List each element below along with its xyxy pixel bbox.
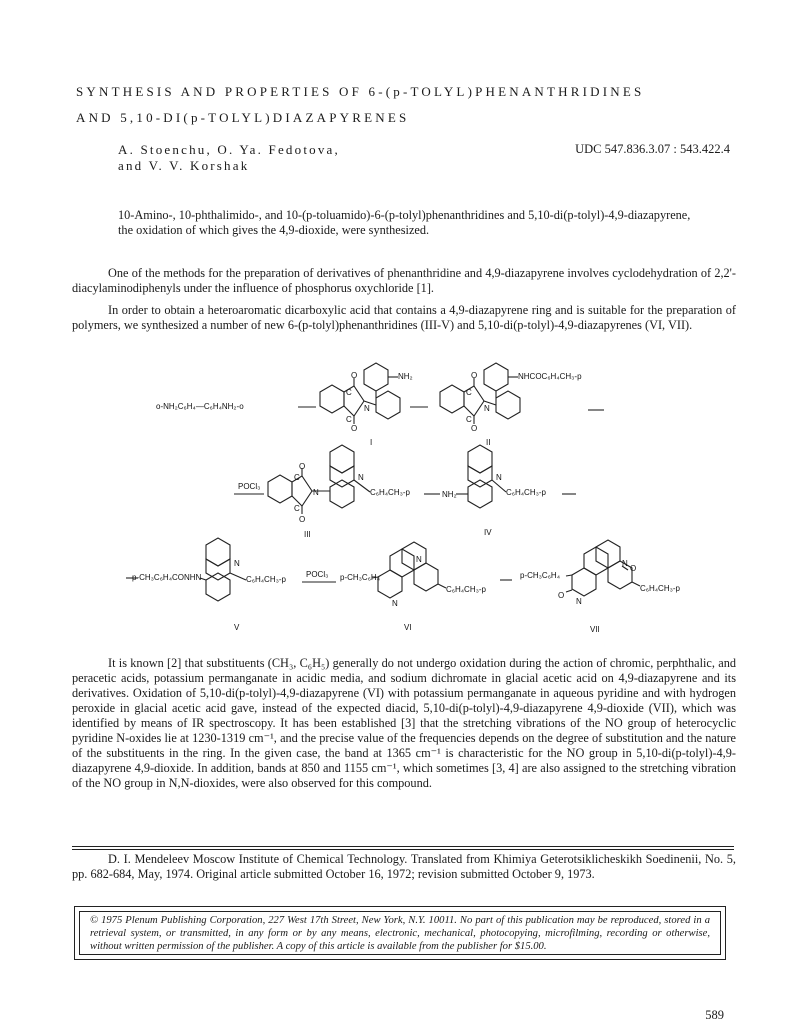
authors bbox=[118, 142, 340, 174]
svg-text:C₆H₄CH₃-p: C₆H₄CH₃-p bbox=[370, 488, 410, 497]
footnote-rule bbox=[72, 846, 734, 847]
label-compound-iii: III bbox=[304, 530, 311, 539]
footnote-text: D. I. Mendeleev Moscow Institute of Chemical Technology. Translated from Khimiya Geterotsiklicheskikh Soedinenii, No. 5, pp. 682-684, May, 1974. Original article submitted October 16, 1972; revision submitted October 9, 1973. bbox=[72, 852, 736, 881]
svg-text:p-CH₃C₆H₄: p-CH₃C₆H₄ bbox=[340, 573, 380, 582]
authors-line-2: and V. V. Korshak bbox=[118, 158, 250, 173]
compound-vii-ring-d bbox=[608, 561, 632, 589]
discussion-text bbox=[72, 656, 736, 791]
svg-text:N: N bbox=[392, 599, 398, 608]
svg-text:C: C bbox=[466, 415, 472, 424]
svg-text:C: C bbox=[466, 388, 472, 397]
discussion-paragraph: It is known [2] that substituents (CH₃, C₆H₅) generally do not undergo oxidation during the action of chromic, perphthalic, and peracetic acids, potassium permanganate in acidic media, and sodium dichromate in glacial acetic acid on 4,9-diazapyrene and its derivatives. Oxidation of 5,10-di(p-tolyl)-4,9-diazapyrene (VI) with potassium permanganate in aqueous pyridine and with hydrogen peroxide in glacial acetic acid gave, instead of the expected diacid, 5,10-di(p-tolyl)-4,9-diazapyrene 4,9-dioxide (VII), which was identified by means of IR spectroscopy. It has been established [3] that the stretching vibrations of the NO group of heterocyclic pyridine N-oxides lie at 1230-1319 cm⁻¹, and the precise value of the frequencies depends on the degree of substitution and the nature of the substituents in the ring. In the given case, the band at 1365 cm⁻¹ is characteristic for the NO group in 5,10-di(p-tolyl)-4,9-diazapyrene 4,9-dioxide. In addition, bands at 850 and 1155 cm⁻¹, which sometimes [3, 4] are also assigned to the stretching vibration of the NO group in N,N-dioxides, were also observed for this compound. bbox=[72, 656, 736, 790]
svg-text:O: O bbox=[471, 424, 478, 433]
abstract: 10-Amino-, 10-phthalimido-, and 10-(p-toluamido)-6-(p-tolyl)phenanthridines and 5,10-di(p-tolyl)-4,9-diazapyrene, the oxidation of which gives the 4,9-dioxide, were synthesized. bbox=[118, 208, 691, 237]
label-compound-ii: II bbox=[486, 438, 491, 447]
svg-text:p-CH₃C₆H₄: p-CH₃C₆H₄ bbox=[520, 571, 560, 580]
svg-text:C₆H₄CH₃-p: C₆H₄CH₃-p bbox=[246, 575, 286, 584]
svg-text:p-CH₃C₆H₄CONHN: p-CH₃C₆H₄CONHN bbox=[132, 573, 202, 582]
compound-vi-ring-d bbox=[414, 563, 438, 591]
compound-i-benzo-ring bbox=[320, 385, 344, 413]
intro-paragraph-1: One of the methods for the preparation of derivatives of phenanthridine and 4,9-diazapyrene involves cyclodehydration of 2,2'-diacylaminodiphenyls under the influence of phosphorus oxychloride [1]. bbox=[72, 266, 736, 295]
compound-vi-ring-c bbox=[378, 570, 402, 598]
compound-iv-upper-ring bbox=[468, 445, 492, 473]
compound-vii-ring-c bbox=[572, 568, 596, 596]
svg-text:NH₂: NH₂ bbox=[398, 372, 413, 381]
svg-text:C: C bbox=[294, 504, 300, 513]
compound-i-upper-ring bbox=[364, 363, 388, 391]
copyright-text: © 1975 Plenum Publishing Corporation, 227 West 17th Street, New York, N.Y. 10011. No part of this publication may be reproduced, stored in a retrieval system, or transmitted, in any form or by any means, electronic, mechanical, photocopying, microfilming, recording or otherwise, without written permission of the publisher. A copy of this article is available from the publisher for $15.00. bbox=[79, 911, 721, 955]
svg-text:NH₂: NH₂ bbox=[442, 490, 457, 499]
footnote-rule-2 bbox=[72, 849, 734, 850]
compound-ii-upper-ring bbox=[484, 363, 508, 391]
label-compound-i: I bbox=[370, 438, 373, 447]
svg-text:O: O bbox=[558, 591, 565, 600]
svg-text:C₆H₄CH₃-p: C₆H₄CH₃-p bbox=[506, 488, 546, 497]
svg-text:C₆H₄CH₃-p: C₆H₄CH₃-p bbox=[640, 584, 680, 593]
authors-line-1: A. Stoenchu, O. Ya. Fedotova, bbox=[118, 142, 340, 157]
svg-text:O: O bbox=[299, 515, 306, 524]
article-title-line-2: AND 5,10-DI(p-TOLYL)DIAZAPYRENES bbox=[76, 110, 410, 125]
compound-v-upper-ring bbox=[206, 538, 230, 566]
starting-material-label: o-NH₂C₆H₄—C₆H₄NH₂-o bbox=[156, 402, 244, 411]
reaction-scheme bbox=[0, 360, 796, 640]
label-compound-vi: VI bbox=[404, 623, 412, 632]
label-compound-vii: VII bbox=[590, 625, 600, 634]
svg-text:N: N bbox=[234, 559, 240, 568]
intro-text bbox=[72, 266, 736, 340]
page-number: 589 bbox=[705, 1008, 724, 1022]
compound-ii-lower-ring bbox=[496, 391, 520, 419]
compound-ii-benzo-ring bbox=[440, 385, 464, 413]
reagent-pocl3-1: POCl₃ bbox=[238, 482, 261, 491]
intro-paragraph-2: In order to obtain a heteroaromatic dicarboxylic acid that contains a 4,9-diazapyrene ring and is suitable for the preparation of polymers, we synthesized a number of new 6-(p-tolyl)phenanthridines (III-V) and 5,10-di(p-tolyl)-4,9-diazapyrenes (VI, VII). bbox=[72, 303, 736, 332]
svg-text:C: C bbox=[346, 388, 352, 397]
compound-i-lower-ring bbox=[376, 391, 400, 419]
svg-text:N: N bbox=[358, 473, 364, 482]
label-compound-v: V bbox=[234, 623, 240, 632]
svg-text:C: C bbox=[294, 473, 300, 482]
svg-text:C₆H₄CH₃-p: C₆H₄CH₃-p bbox=[446, 585, 486, 594]
copyright-box bbox=[74, 906, 726, 960]
svg-text:N: N bbox=[576, 597, 582, 606]
udc-code: UDC 547.836.3.07 : 543.422.4 bbox=[575, 142, 730, 156]
svg-text:O: O bbox=[351, 371, 358, 380]
svg-text:N: N bbox=[364, 404, 370, 413]
label-compound-iv: IV bbox=[484, 528, 492, 537]
svg-text:N: N bbox=[313, 488, 319, 497]
svg-text:O: O bbox=[351, 424, 358, 433]
article-title-line-1: SYNTHESIS AND PROPERTIES OF 6-(p-TOLYL)PHENANTHRIDINES bbox=[76, 84, 645, 99]
svg-text:O: O bbox=[471, 371, 478, 380]
svg-text:C: C bbox=[346, 415, 352, 424]
footnote bbox=[72, 852, 736, 882]
compound-iii-benzo-ring bbox=[268, 475, 292, 503]
svg-text:NHCOC₆H₄CH₃-p: NHCOC₆H₄CH₃-p bbox=[518, 372, 582, 381]
svg-text:O: O bbox=[299, 462, 306, 471]
compound-iii-upper-ring bbox=[330, 445, 354, 473]
reagent-pocl3-2: POCl₃ bbox=[306, 570, 329, 579]
svg-text:N: N bbox=[622, 559, 628, 568]
svg-text:O: O bbox=[630, 564, 637, 573]
svg-text:N: N bbox=[496, 473, 502, 482]
svg-text:N: N bbox=[416, 555, 422, 564]
svg-text:N: N bbox=[484, 404, 490, 413]
